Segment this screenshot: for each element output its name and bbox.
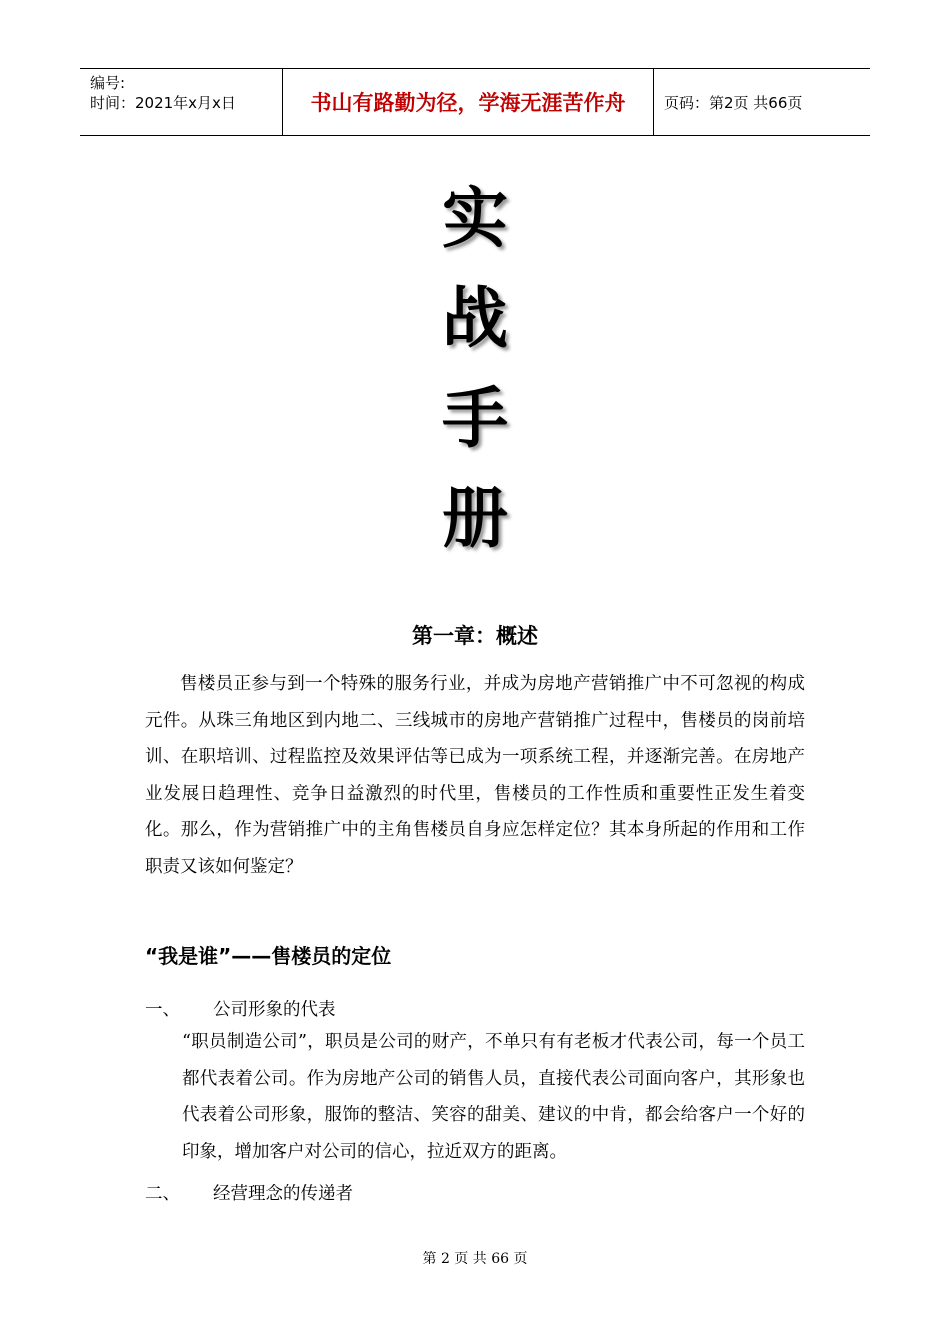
item-title: 经营理念的传递者 — [213, 1184, 353, 1204]
title-char-3: 手 — [442, 380, 508, 457]
item-number: 一、 — [145, 1000, 180, 1020]
item-title: 公司形象的代表 — [213, 1000, 336, 1020]
header-page-info — [654, 69, 870, 135]
list-item — [145, 1180, 353, 1205]
page-footer: 第 2 页 共 66 页 — [422, 1251, 528, 1267]
title-char-4: 册 — [442, 480, 508, 557]
motto-text: 书山有路勤为径，学海无涯苦作舟 — [310, 91, 626, 115]
item-number: 二、 — [145, 1184, 180, 1204]
chapter-title: 第一章：概述 — [412, 624, 538, 648]
item1-body: “职员制造公司”，职员是公司的财产，不单只有有老板才代表公司，每一个员工都代表着公司。作为房地产公司的销售人员，直接代表公司面向客户，其形象也代表着公司形象，服饰的整洁、笑容的甜美、建议的中肯，都会给客户一个好的印象，增加客户对公司的信心，拉近双方的距离。 — [182, 1032, 805, 1162]
time-label: 时间：2021年x月x日 — [90, 94, 236, 112]
title-char-2: 战 — [442, 280, 508, 357]
section-title: “我是谁”——售楼员的定位 — [145, 944, 392, 968]
header-motto — [282, 69, 654, 135]
list-item — [145, 996, 336, 1021]
intro-paragraph: 售楼员正参与到一个特殊的服务行业，并成为房地产营销推广中不可忽视的构成元件。从珠三角地区到内地二、三线城市的房地产营销推广过程中，售楼员的岗前培训、在职培训、过程监控及效果评估等已成为一项系统工程，并逐渐完善。在房地产业发展日趋理性、竞争日益激烈的时代里，售楼员的工作性质和重要性正发生着变化。那么，作为营销推广中的主角售楼员自身应怎样定位？其本身所起的作用和工作职责又该如何鉴定？ — [145, 674, 805, 877]
title-char-1: 实 — [442, 180, 508, 257]
page-info-text: 页码：第2页 共66页 — [664, 93, 803, 112]
number-label: 编号: — [90, 74, 126, 92]
page-header — [80, 68, 870, 136]
header-meta — [80, 69, 282, 135]
